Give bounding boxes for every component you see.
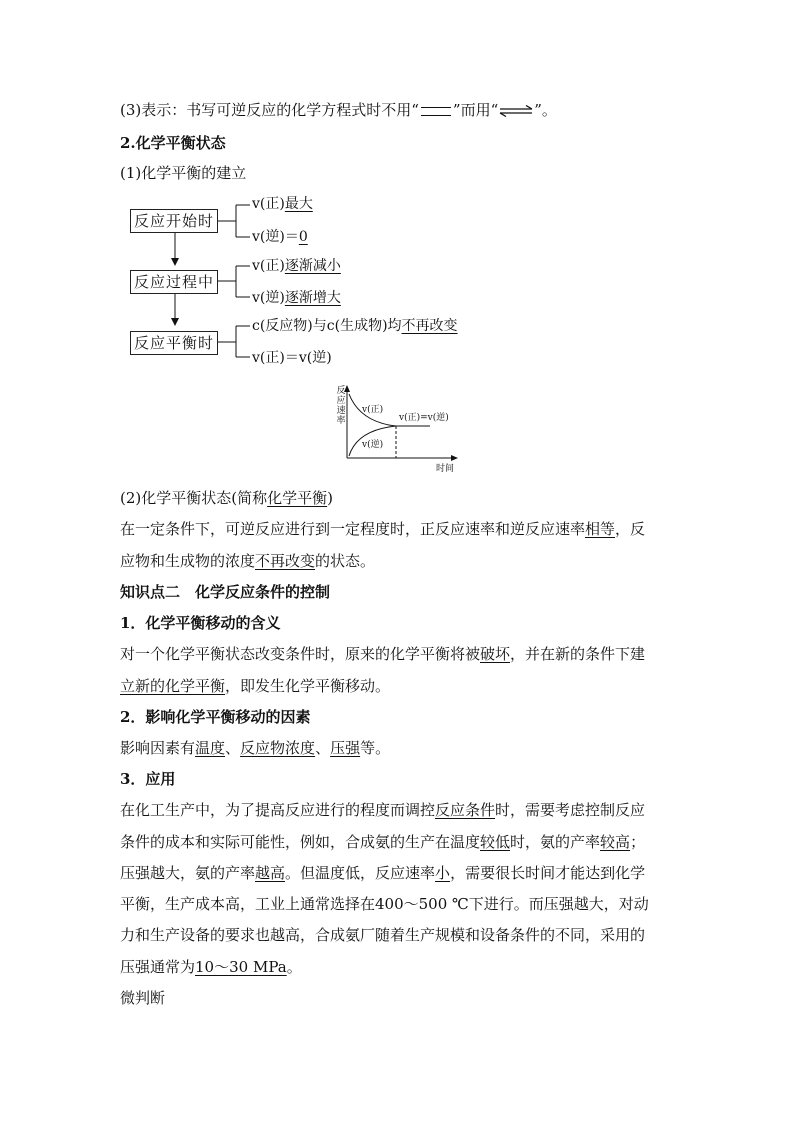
section-heading-state: 2.化学平衡状态 — [120, 134, 226, 152]
section-1-line-2: 立新的化学平衡，即发生化学平衡移动。 — [120, 677, 391, 695]
graph-x-label: 时间 — [436, 464, 455, 474]
section-3-line-5: 力和生产设备的要求也越高，合成氨厂随着生产规模和设备条件的不同，采用的 — [120, 926, 646, 944]
section-3-line-4: 平衡，生产成本高，工业上通常选择在400～500 ℃下进行。而压强越大，对动 — [120, 895, 649, 913]
subheading-establish: (1)化学平衡的建立 — [120, 164, 247, 182]
branch-start-forward: v(正)最大 — [252, 196, 313, 212]
subheading-equilibrium-state: (2)化学平衡状态(简称化学平衡) — [120, 489, 333, 507]
branch-process-forward: v(正)逐渐减小 — [252, 258, 341, 274]
section-1-line-1: 对一个化学平衡状态改变条件时，原来的化学平衡将被破坏，并在新的条件下建 — [120, 645, 646, 663]
graph-y-label: 反 应 速 率 — [336, 386, 346, 426]
section-1-title: 1．化学平衡移动的含义 — [120, 614, 281, 632]
section-2-title: 2．影响化学平衡移动的因素 — [120, 708, 311, 726]
box-reaction-start: 反应开始时 — [130, 209, 218, 233]
box-reaction-equilibrium: 反应平衡时 — [130, 331, 218, 355]
knowledge-point-2-title: 知识点二 化学反应条件的控制 — [120, 583, 331, 601]
section-2-line: 影响因素有温度、反应物浓度、压强等。 — [120, 739, 391, 757]
graph-label-forward: v(正) — [362, 405, 384, 415]
branch-equilibrium-concentration: c(反应物)与c(生成物)均不再改变 — [252, 318, 458, 334]
definition-line-2: 应物和生成物的浓度不再改变的状态。 — [120, 552, 376, 570]
box-reaction-process: 反应过程中 — [130, 270, 218, 294]
micro-judgment-heading: 微判断 — [120, 989, 166, 1007]
representation-line: (3)表示：书写可逆反应的化学方程式时不用“ ”而用“ ”。 — [120, 101, 557, 119]
branch-process-reverse: v(逆)逐渐增大 — [252, 290, 341, 306]
branch-start-reverse: v(逆)＝0 — [252, 229, 308, 245]
section-3-title: 3．应用 — [120, 770, 176, 788]
branch-equilibrium-rates: v(正)＝v(逆) — [252, 350, 332, 366]
section-3-line-1: 在化工生产中，为了提高反应进行的程度而调控反应条件时，需要考虑控制反应 — [120, 801, 646, 819]
section-3-line-3: 压强越大，氨的产率越高。但温度低，反应速率小，需要很长时间才能达到化学 — [120, 864, 646, 882]
section-3-line-6: 压强通常为10～30 MPa。 — [120, 958, 302, 976]
definition-line-1: 在一定条件下，可逆反应进行到一定程度时，正反应速率和逆反应速率相等，反 — [120, 520, 646, 538]
section-3-line-2: 条件的成本和实际可能性，例如，合成氨的生产在温度较低时，氨的产率较高； — [120, 833, 646, 851]
graph-label-reverse: v(逆) — [362, 440, 384, 450]
graph-label-equal: v(正)=v(逆) — [399, 413, 449, 423]
